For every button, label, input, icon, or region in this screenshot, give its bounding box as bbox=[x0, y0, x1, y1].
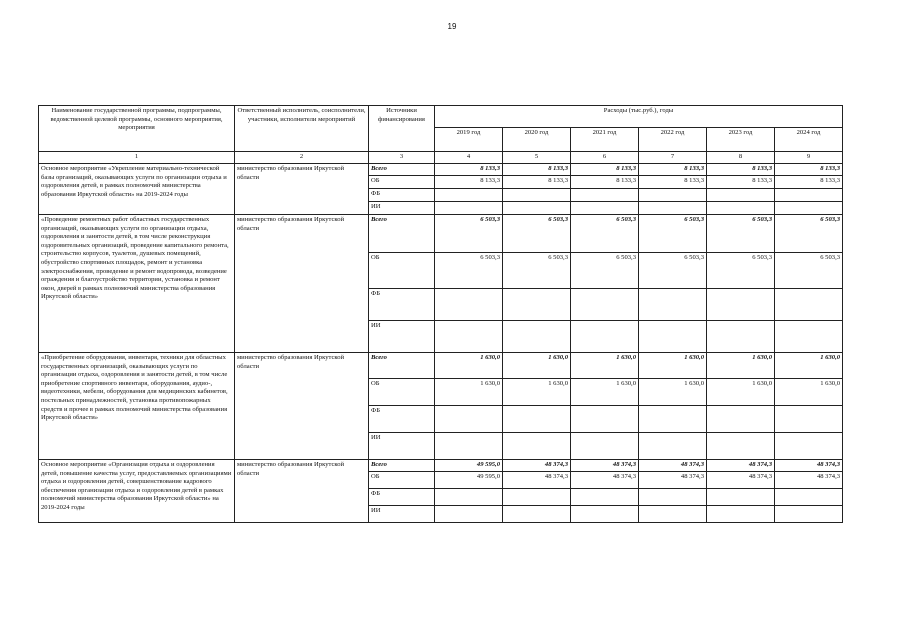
funding-source: ФБ bbox=[369, 289, 435, 321]
column-number: 3 bbox=[369, 152, 435, 164]
expense-value bbox=[435, 489, 503, 506]
expense-value bbox=[571, 406, 639, 433]
header-year: 2020 год bbox=[503, 128, 571, 152]
funding-source: ИИ bbox=[369, 433, 435, 460]
expense-value: 6 503,3 bbox=[571, 253, 639, 289]
expense-value: 6 503,3 bbox=[707, 253, 775, 289]
expense-value: 1 630,0 bbox=[707, 353, 775, 379]
activity-name: «Приобретение оборудования, инвентаря, техники для областных государственных организаций, оказывающих услуги по организации отдыха, оздоровления и занятости детей, в том числе приобретение спортивного инвентаря, оборудования, аудио-, видеотехники, мебели, оборудования для медицинских кабинетов, постельных принадлежностей, установка противопожарных средств и прочее в рамках полномочий министерства образования Иркутской области» bbox=[39, 353, 235, 460]
funding-source: ОБ bbox=[369, 253, 435, 289]
expense-value bbox=[775, 489, 843, 506]
expense-value: 6 503,3 bbox=[639, 253, 707, 289]
funding-source: ФБ bbox=[369, 406, 435, 433]
column-number: 5 bbox=[503, 152, 571, 164]
expense-value: 8 133,3 bbox=[435, 164, 503, 176]
expense-value: 8 133,3 bbox=[707, 164, 775, 176]
funding-source: ОБ bbox=[369, 472, 435, 489]
funding-source: ИИ bbox=[369, 506, 435, 523]
expense-value: 48 374,3 bbox=[775, 460, 843, 472]
expense-value: 8 133,3 bbox=[775, 176, 843, 189]
expense-value bbox=[639, 506, 707, 523]
funding-source: ОБ bbox=[369, 176, 435, 189]
expense-value bbox=[571, 433, 639, 460]
funding-source: ФБ bbox=[369, 189, 435, 202]
header-responsible: Ответственный исполнитель, соисполнители, участники, исполнители мероприятий bbox=[235, 106, 369, 152]
expense-value: 6 503,3 bbox=[639, 215, 707, 253]
expense-value: 49 595,0 bbox=[435, 460, 503, 472]
header-year: 2023 год bbox=[707, 128, 775, 152]
expense-value: 48 374,3 bbox=[775, 472, 843, 489]
expense-value: 8 133,3 bbox=[707, 176, 775, 189]
expense-value: 6 503,3 bbox=[435, 253, 503, 289]
expense-value: 48 374,3 bbox=[639, 472, 707, 489]
expense-value bbox=[707, 433, 775, 460]
expense-value bbox=[775, 289, 843, 321]
responsible-executor: министерство образования Иркутской области bbox=[235, 215, 369, 353]
expense-value: 6 503,3 bbox=[775, 215, 843, 253]
expense-value bbox=[775, 433, 843, 460]
expense-value: 8 133,3 bbox=[571, 164, 639, 176]
expense-value bbox=[571, 202, 639, 215]
funding-source: Всего bbox=[369, 353, 435, 379]
expense-value: 6 503,3 bbox=[571, 215, 639, 253]
expense-value bbox=[571, 289, 639, 321]
expense-value: 6 503,3 bbox=[775, 253, 843, 289]
table-row bbox=[39, 164, 843, 176]
responsible-executor: министерство образования Иркутской области bbox=[235, 460, 369, 523]
expense-value: 1 630,0 bbox=[707, 379, 775, 406]
expense-value: 1 630,0 bbox=[639, 353, 707, 379]
expense-value: 8 133,3 bbox=[639, 164, 707, 176]
column-number: 2 bbox=[235, 152, 369, 164]
activity-name: Основное мероприятие «Укрепление материально-технической базы организаций, оказывающих услуги по организации отдыха и оздоровления детей, в рамках полномочий министерства образования Иркутской области» на 2019-2024 годы bbox=[39, 164, 235, 215]
funding-source: ИИ bbox=[369, 321, 435, 353]
expense-value bbox=[707, 289, 775, 321]
expense-value: 8 133,3 bbox=[503, 176, 571, 189]
expense-value bbox=[435, 433, 503, 460]
expense-value: 6 503,3 bbox=[435, 215, 503, 253]
table-row bbox=[39, 460, 843, 472]
expense-value: 1 630,0 bbox=[435, 353, 503, 379]
header-year: 2024 год bbox=[775, 128, 843, 152]
expense-value bbox=[639, 202, 707, 215]
column-number: 8 bbox=[707, 152, 775, 164]
header-year: 2022 год bbox=[639, 128, 707, 152]
header-source: Источники финансирования bbox=[369, 106, 435, 152]
expense-value: 1 630,0 bbox=[503, 379, 571, 406]
table-row bbox=[39, 215, 843, 253]
expense-value bbox=[639, 489, 707, 506]
funding-source: Всего bbox=[369, 215, 435, 253]
expense-value: 8 133,3 bbox=[571, 176, 639, 189]
column-number: 1 bbox=[39, 152, 235, 164]
funding-source: Всего bbox=[369, 164, 435, 176]
expense-value bbox=[503, 321, 571, 353]
expense-value bbox=[707, 189, 775, 202]
expense-value bbox=[707, 321, 775, 353]
expense-value bbox=[435, 289, 503, 321]
expense-value bbox=[707, 202, 775, 215]
funding-source: Всего bbox=[369, 460, 435, 472]
expense-value bbox=[775, 321, 843, 353]
funding-source: ОБ bbox=[369, 379, 435, 406]
header-name: Наименование государственной программы, подпрограммы, ведомственной целевой программы, основного мероприятия, мероприятия bbox=[39, 106, 235, 152]
funding-source: ИИ bbox=[369, 202, 435, 215]
expense-value bbox=[503, 202, 571, 215]
column-number: 6 bbox=[571, 152, 639, 164]
expense-value bbox=[503, 189, 571, 202]
header-expenses: Расходы (тыс.руб.), годы bbox=[435, 106, 843, 128]
page-number: 19 bbox=[447, 22, 457, 31]
expense-value bbox=[503, 406, 571, 433]
expense-value: 1 630,0 bbox=[435, 379, 503, 406]
responsible-executor: министерство образования Иркутской области bbox=[235, 353, 369, 460]
expense-value bbox=[571, 189, 639, 202]
expense-value: 48 374,3 bbox=[707, 460, 775, 472]
column-number: 7 bbox=[639, 152, 707, 164]
expense-value: 1 630,0 bbox=[775, 379, 843, 406]
activity-name: Основное мероприятие «Организация отдыха и оздоровления детей, повышение качества услуг, предоставляемых организациями отдыха и оздоровления детей, совершенствование кадрового обеспечения организации отдыха и оздоровления детей в рамках полномочий министерства образования Иркутской области» на 2019-2024 годы bbox=[39, 460, 235, 523]
expense-value bbox=[503, 489, 571, 506]
expense-value: 48 374,3 bbox=[639, 460, 707, 472]
expense-value: 6 503,3 bbox=[707, 215, 775, 253]
expense-value bbox=[435, 321, 503, 353]
expense-value: 48 374,3 bbox=[707, 472, 775, 489]
budget-table bbox=[38, 105, 843, 523]
expense-value bbox=[775, 202, 843, 215]
expense-value: 6 503,3 bbox=[503, 253, 571, 289]
header-year: 2021 год bbox=[571, 128, 639, 152]
expense-value bbox=[571, 489, 639, 506]
expense-value: 8 133,3 bbox=[435, 176, 503, 189]
expense-value: 8 133,3 bbox=[503, 164, 571, 176]
expense-value bbox=[775, 506, 843, 523]
expense-value: 8 133,3 bbox=[639, 176, 707, 189]
expense-value: 48 374,3 bbox=[503, 460, 571, 472]
column-number: 9 bbox=[775, 152, 843, 164]
expense-value bbox=[775, 406, 843, 433]
expense-value: 8 133,3 bbox=[775, 164, 843, 176]
expense-value bbox=[503, 506, 571, 523]
column-number-row bbox=[39, 152, 843, 164]
expense-value bbox=[639, 289, 707, 321]
expense-value bbox=[639, 433, 707, 460]
expense-value: 1 630,0 bbox=[639, 379, 707, 406]
expense-value bbox=[435, 406, 503, 433]
expense-value bbox=[503, 433, 571, 460]
expense-value: 48 374,3 bbox=[503, 472, 571, 489]
header-year: 2019 год bbox=[435, 128, 503, 152]
expense-value bbox=[435, 506, 503, 523]
expense-value: 49 595,0 bbox=[435, 472, 503, 489]
expense-value: 48 374,3 bbox=[571, 472, 639, 489]
expense-value bbox=[571, 506, 639, 523]
expense-value bbox=[639, 406, 707, 433]
expense-value: 1 630,0 bbox=[775, 353, 843, 379]
expense-value: 6 503,3 bbox=[503, 215, 571, 253]
expense-value bbox=[707, 406, 775, 433]
table-row bbox=[39, 353, 843, 379]
expense-value bbox=[775, 189, 843, 202]
expense-value: 1 630,0 bbox=[571, 353, 639, 379]
responsible-executor: министерство образования Иркутской области bbox=[235, 164, 369, 215]
expense-value: 48 374,3 bbox=[571, 460, 639, 472]
expense-value bbox=[435, 202, 503, 215]
funding-source: ФБ bbox=[369, 489, 435, 506]
expense-value bbox=[707, 489, 775, 506]
expense-value bbox=[639, 189, 707, 202]
expense-value bbox=[707, 506, 775, 523]
expense-value: 1 630,0 bbox=[571, 379, 639, 406]
expense-value: 1 630,0 bbox=[503, 353, 571, 379]
column-number: 4 bbox=[435, 152, 503, 164]
expense-value bbox=[435, 189, 503, 202]
expense-value bbox=[639, 321, 707, 353]
activity-name: «Проведение ремонтных работ областных государственных организаций, оказывающих услуги по организации отдыха, оздоровления и занятости детей, в том числе реконструкция оздоровительных организаций, проведение капитального ремонта, строительство корпусов, туалетов, душевых помещений, обустройство спортивных площадок, ремонт и установка электроснабжения, проведение и ремонт водопровода, возведение ограждения и благоустройство территории, установка и ремонт окон, дверей в рамках полномочий министерства образования Иркутской области» bbox=[39, 215, 235, 353]
expense-value bbox=[503, 289, 571, 321]
expense-value bbox=[571, 321, 639, 353]
